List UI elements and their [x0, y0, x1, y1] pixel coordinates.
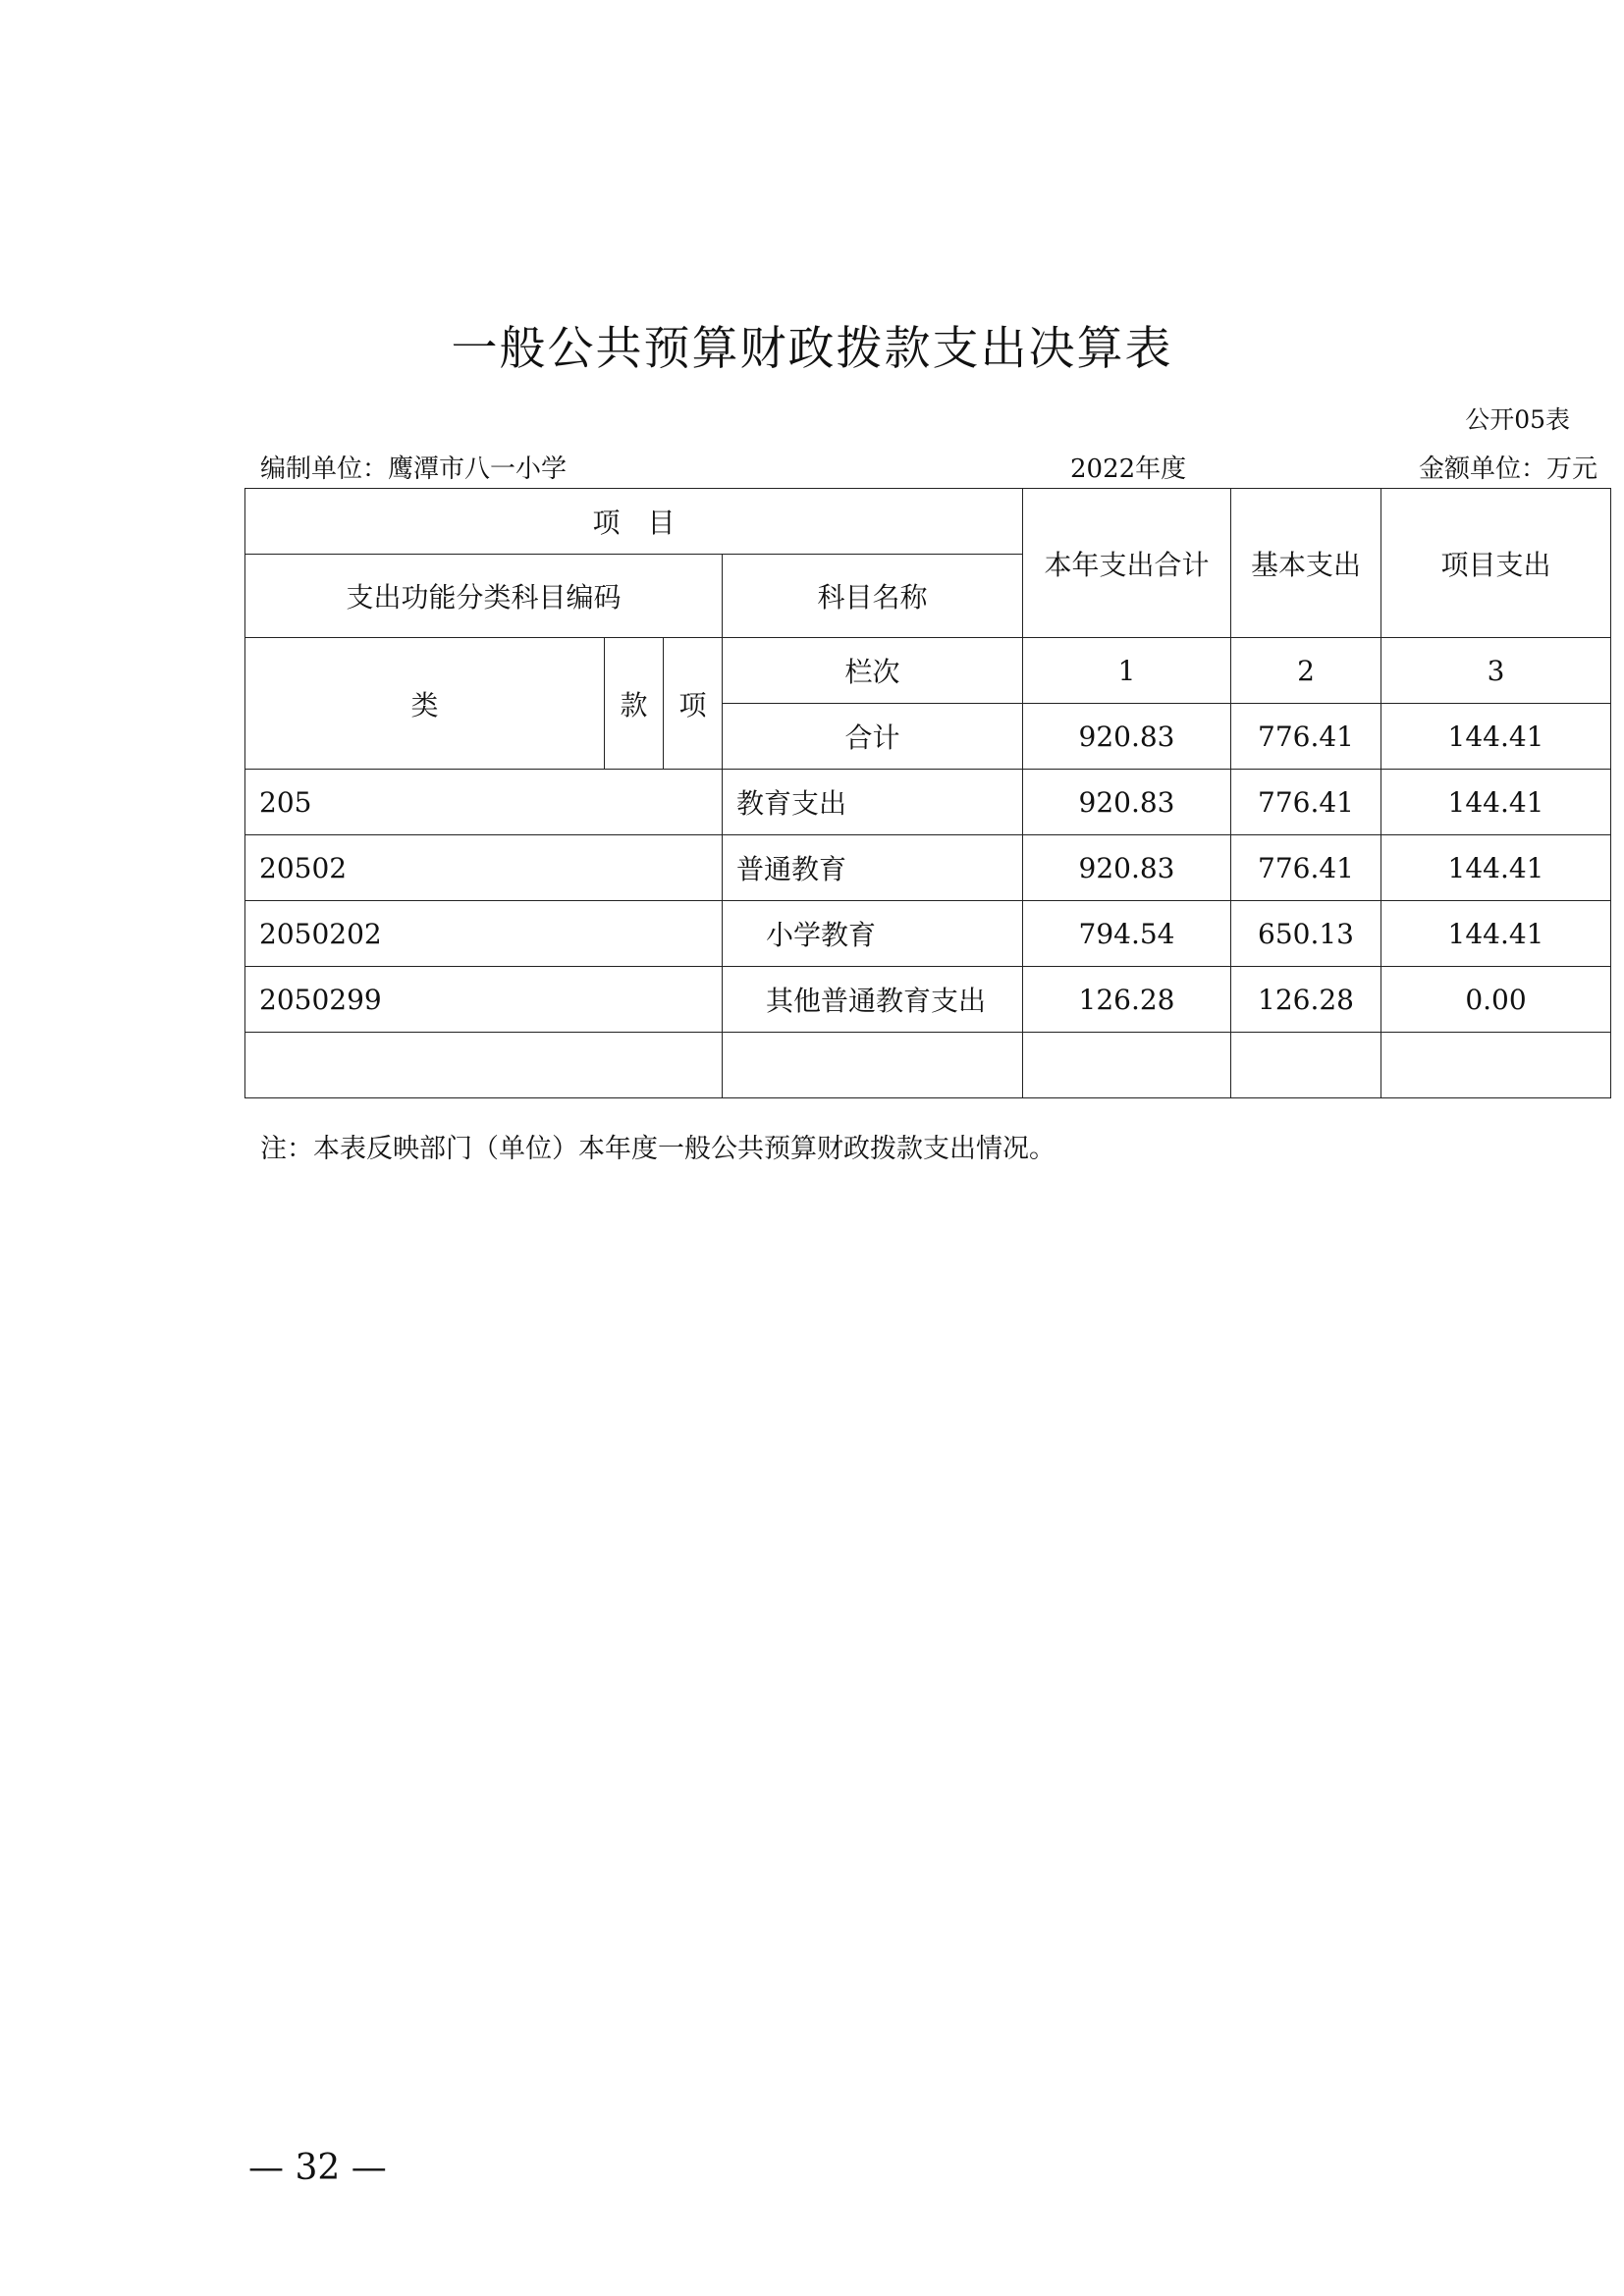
row-name: 其他普通教育支出: [723, 967, 1023, 1033]
sum-label: 合计: [723, 704, 1023, 770]
amount-unit-label: 金额单位：万元: [1418, 454, 1597, 484]
header-row-3: [245, 638, 1611, 704]
row-basic: 126.28: [1231, 967, 1381, 1033]
row-code: 20502: [245, 835, 723, 901]
table-row-empty: [245, 1033, 1611, 1098]
header-subject-name: 科目名称: [723, 555, 1023, 638]
header-project: 项目支出: [1381, 489, 1611, 638]
row-total: 126.28: [1023, 967, 1231, 1033]
row-project: 144.41: [1381, 901, 1611, 967]
header-xiang: 项: [664, 638, 723, 770]
table-row: [245, 901, 1611, 967]
row-total: 920.83: [1023, 770, 1231, 835]
row-name: 小学教育: [723, 901, 1023, 967]
row-basic: 776.41: [1231, 770, 1381, 835]
header-col3: 3: [1381, 638, 1611, 704]
budget-expenditure-table: [244, 488, 1611, 1098]
sum-total: 920.83: [1023, 704, 1231, 770]
sum-basic: 776.41: [1231, 704, 1381, 770]
fiscal-year-label: 2022年度: [1070, 454, 1187, 484]
row-code: [245, 1033, 723, 1098]
page-number: — 32 —: [248, 2148, 387, 2188]
row-name: [723, 1033, 1023, 1098]
row-name: 教育支出: [723, 770, 1023, 835]
row-total: 794.54: [1023, 901, 1231, 967]
row-project: 144.41: [1381, 835, 1611, 901]
row-project: [1381, 1033, 1611, 1098]
sum-project: 144.41: [1381, 704, 1611, 770]
row-project: 0.00: [1381, 967, 1611, 1033]
page-title: 一般公共预算财政拨款支出决算表: [451, 322, 1173, 376]
header-kuan: 款: [605, 638, 664, 770]
table-id-label: 公开05表: [1465, 405, 1570, 434]
row-total: 920.83: [1023, 835, 1231, 901]
table-note: 注：本表反映部门（单位）本年度一般公共预算财政拨款支出情况。: [260, 1134, 1056, 1164]
header-total: 本年支出合计: [1023, 489, 1231, 638]
header-col2: 2: [1231, 638, 1381, 704]
table-row: [245, 967, 1611, 1033]
row-project: 144.41: [1381, 770, 1611, 835]
compiling-unit-label: 编制单位：鹰潭市八一小学: [260, 454, 568, 484]
header-col1: 1: [1023, 638, 1231, 704]
header-basic: 基本支出: [1231, 489, 1381, 638]
row-basic: 650.13: [1231, 901, 1381, 967]
header-column-index: 栏次: [723, 638, 1023, 704]
header-item: 项 目: [245, 489, 1023, 555]
header-row-1: [245, 489, 1611, 555]
row-code: 2050299: [245, 967, 723, 1033]
table-row: [245, 770, 1611, 835]
row-basic: 776.41: [1231, 835, 1381, 901]
row-total: [1023, 1033, 1231, 1098]
table-row: [245, 835, 1611, 901]
row-name: 普通教育: [723, 835, 1023, 901]
header-func-code: 支出功能分类科目编码: [245, 555, 723, 638]
header-lei: 类: [245, 638, 605, 770]
row-code: 2050202: [245, 901, 723, 967]
row-code: 205: [245, 770, 723, 835]
row-basic: [1231, 1033, 1381, 1098]
